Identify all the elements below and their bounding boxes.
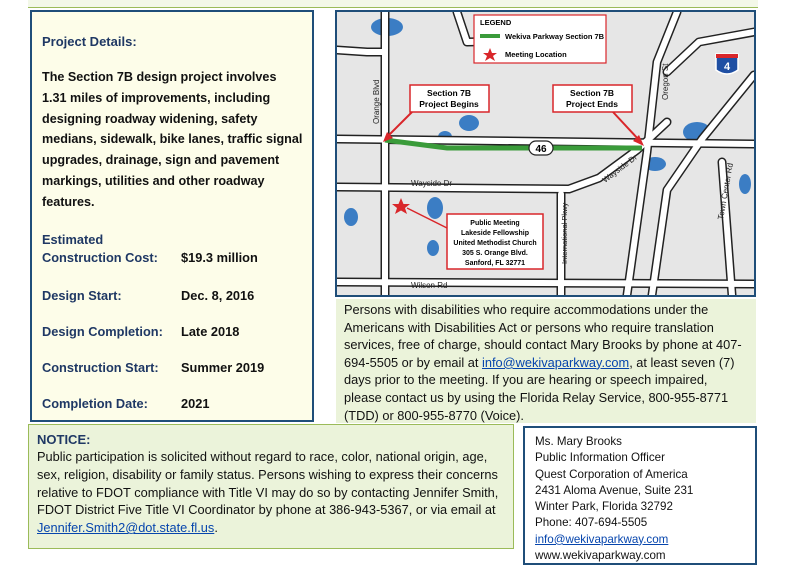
road-label-town-center-rd: Town Center Rd (716, 162, 735, 221)
interstate-4-label: 4 (723, 61, 731, 73)
road-label-wayside-dr: Wayside Dr (411, 179, 453, 188)
access-text-before: Persons with disabilities who require accommodations under the Americans with Disabilities Act or persons who require translation services, free of charge, should contact Mary Brooks by phone at 407-694-5505 or by email at (344, 302, 742, 370)
design-completion-value: Late 2018 (181, 323, 240, 339)
meeting-location-star-icon (392, 198, 410, 214)
ends-line2: Project Ends (566, 99, 618, 109)
fact-design-start (42, 267, 304, 303)
contact-email-link[interactable]: info@wekivaparkway.com (535, 532, 669, 546)
project-details-heading: Project Details: (42, 34, 137, 49)
road-label-wilson-rd: Wilson Rd (411, 281, 448, 290)
design-start-label: Design Start: (42, 287, 122, 303)
notice-heading: NOTICE: (37, 432, 91, 447)
lake (344, 208, 358, 226)
fact-completion-date (42, 375, 304, 411)
begins-line2: Project Begins (419, 99, 479, 109)
legend-title: LEGEND (480, 18, 512, 27)
design-completion-label: Design Completion: (42, 323, 163, 339)
contact-company: Quest Corporation of America (535, 467, 688, 481)
meeting-line3: United Methodist Church (453, 240, 537, 247)
callout-project-ends (553, 85, 644, 146)
lake (427, 197, 443, 219)
notice-text-after: . (214, 520, 218, 536)
lake (459, 115, 479, 131)
map-svg (337, 12, 754, 295)
design-start-value: Dec. 8, 2016 (181, 287, 255, 303)
project-description: The Section 7B design project involves 1.31 miles of improvements, including designing roadway widening, safety medians, sidewalk, bike lanes, traffic signal upgrades, drainage, sign and pavement markings, utilities and other roadway features. (42, 70, 303, 209)
meeting-line2: Lakeside Fellowship (460, 230, 530, 237)
access-email-link[interactable]: info@wekivaparkway.com (482, 354, 630, 370)
accessibility-notice (336, 299, 756, 423)
completion-date-value: 2021 (181, 395, 210, 411)
construction-start-label: Construction Start: (42, 359, 159, 375)
notice-text-before: Public participation is solicited without regard to race, color, national origin, age, sex, religion, disability or family status. Persons wishing to express their concerns relative to FDOT compliance with Title VI may do so by contacting Jennifer Smith, FDOT District Five Title VI Coordinator by phone at 386-943-5367, or via email at (37, 449, 499, 518)
lake (739, 174, 751, 194)
begins-line1: Section 7B (427, 88, 471, 98)
contact-name: Ms. Mary Brooks (535, 435, 622, 448)
meeting-line4: 305 S. Orange Blvd. (462, 250, 528, 257)
cost-value: $19.3 million (181, 249, 258, 265)
completion-date-label: Completion Date: (42, 395, 148, 411)
ends-line1: Section 7B (570, 88, 614, 98)
project-facts (42, 231, 304, 411)
contact-card (523, 426, 757, 565)
road-label-orange-blvd: Orange Blvd (372, 79, 381, 124)
project-details-panel (30, 10, 314, 422)
fact-design-completion (42, 303, 304, 339)
access-text-after: , at least seven (7) days prior to the meeting. If you are hearing or speech impaired, please contact us by using the Florida Relay Service, 800-955-8771 (TDD) or 800-955-8770 (Voice). (344, 354, 735, 423)
legend-section-label: Wekiva Parkway Section 7B (505, 32, 605, 41)
road-label-international-pkwy: International Pkwy (560, 202, 569, 264)
contact-website[interactable]: www.wekivaparkway.com (535, 549, 666, 563)
contact-address-line1: 2431 Aloma Avenue, Suite 231 (535, 483, 694, 497)
fact-cost (42, 231, 304, 267)
construction-start-value: Summer 2019 (181, 359, 265, 375)
project-map (335, 10, 756, 297)
contact-phone: Phone: 407-694-5505 (535, 516, 648, 530)
road-label-oregon-st: Oregon St (661, 63, 670, 100)
contact-title: Public Information Officer (535, 451, 665, 465)
notice-email-link[interactable]: Jennifer.Smith2@dot.state.fl.us (37, 520, 215, 536)
road-label-wayside-dr-diagonal: Wayside Dr (600, 152, 639, 185)
meeting-line5: Sanford, FL 32771 (464, 260, 526, 267)
top-strip (28, 0, 758, 8)
fact-construction-start (42, 339, 304, 375)
lake (427, 240, 439, 256)
contact-address-line2: Winter Park, Florida 32792 (535, 500, 673, 514)
map-legend (474, 15, 606, 63)
title-vi-notice (28, 424, 514, 549)
legend-meeting-label: Meeting Location (505, 50, 567, 59)
callout-public-meeting (447, 214, 543, 269)
cost-label-line1: Estimated (42, 231, 104, 247)
cost-label-line2: Construction Cost: (42, 249, 158, 265)
callout-project-begins (383, 85, 489, 142)
meeting-line1: Public Meeting (470, 220, 520, 227)
route-46-label: 46 (535, 144, 547, 155)
